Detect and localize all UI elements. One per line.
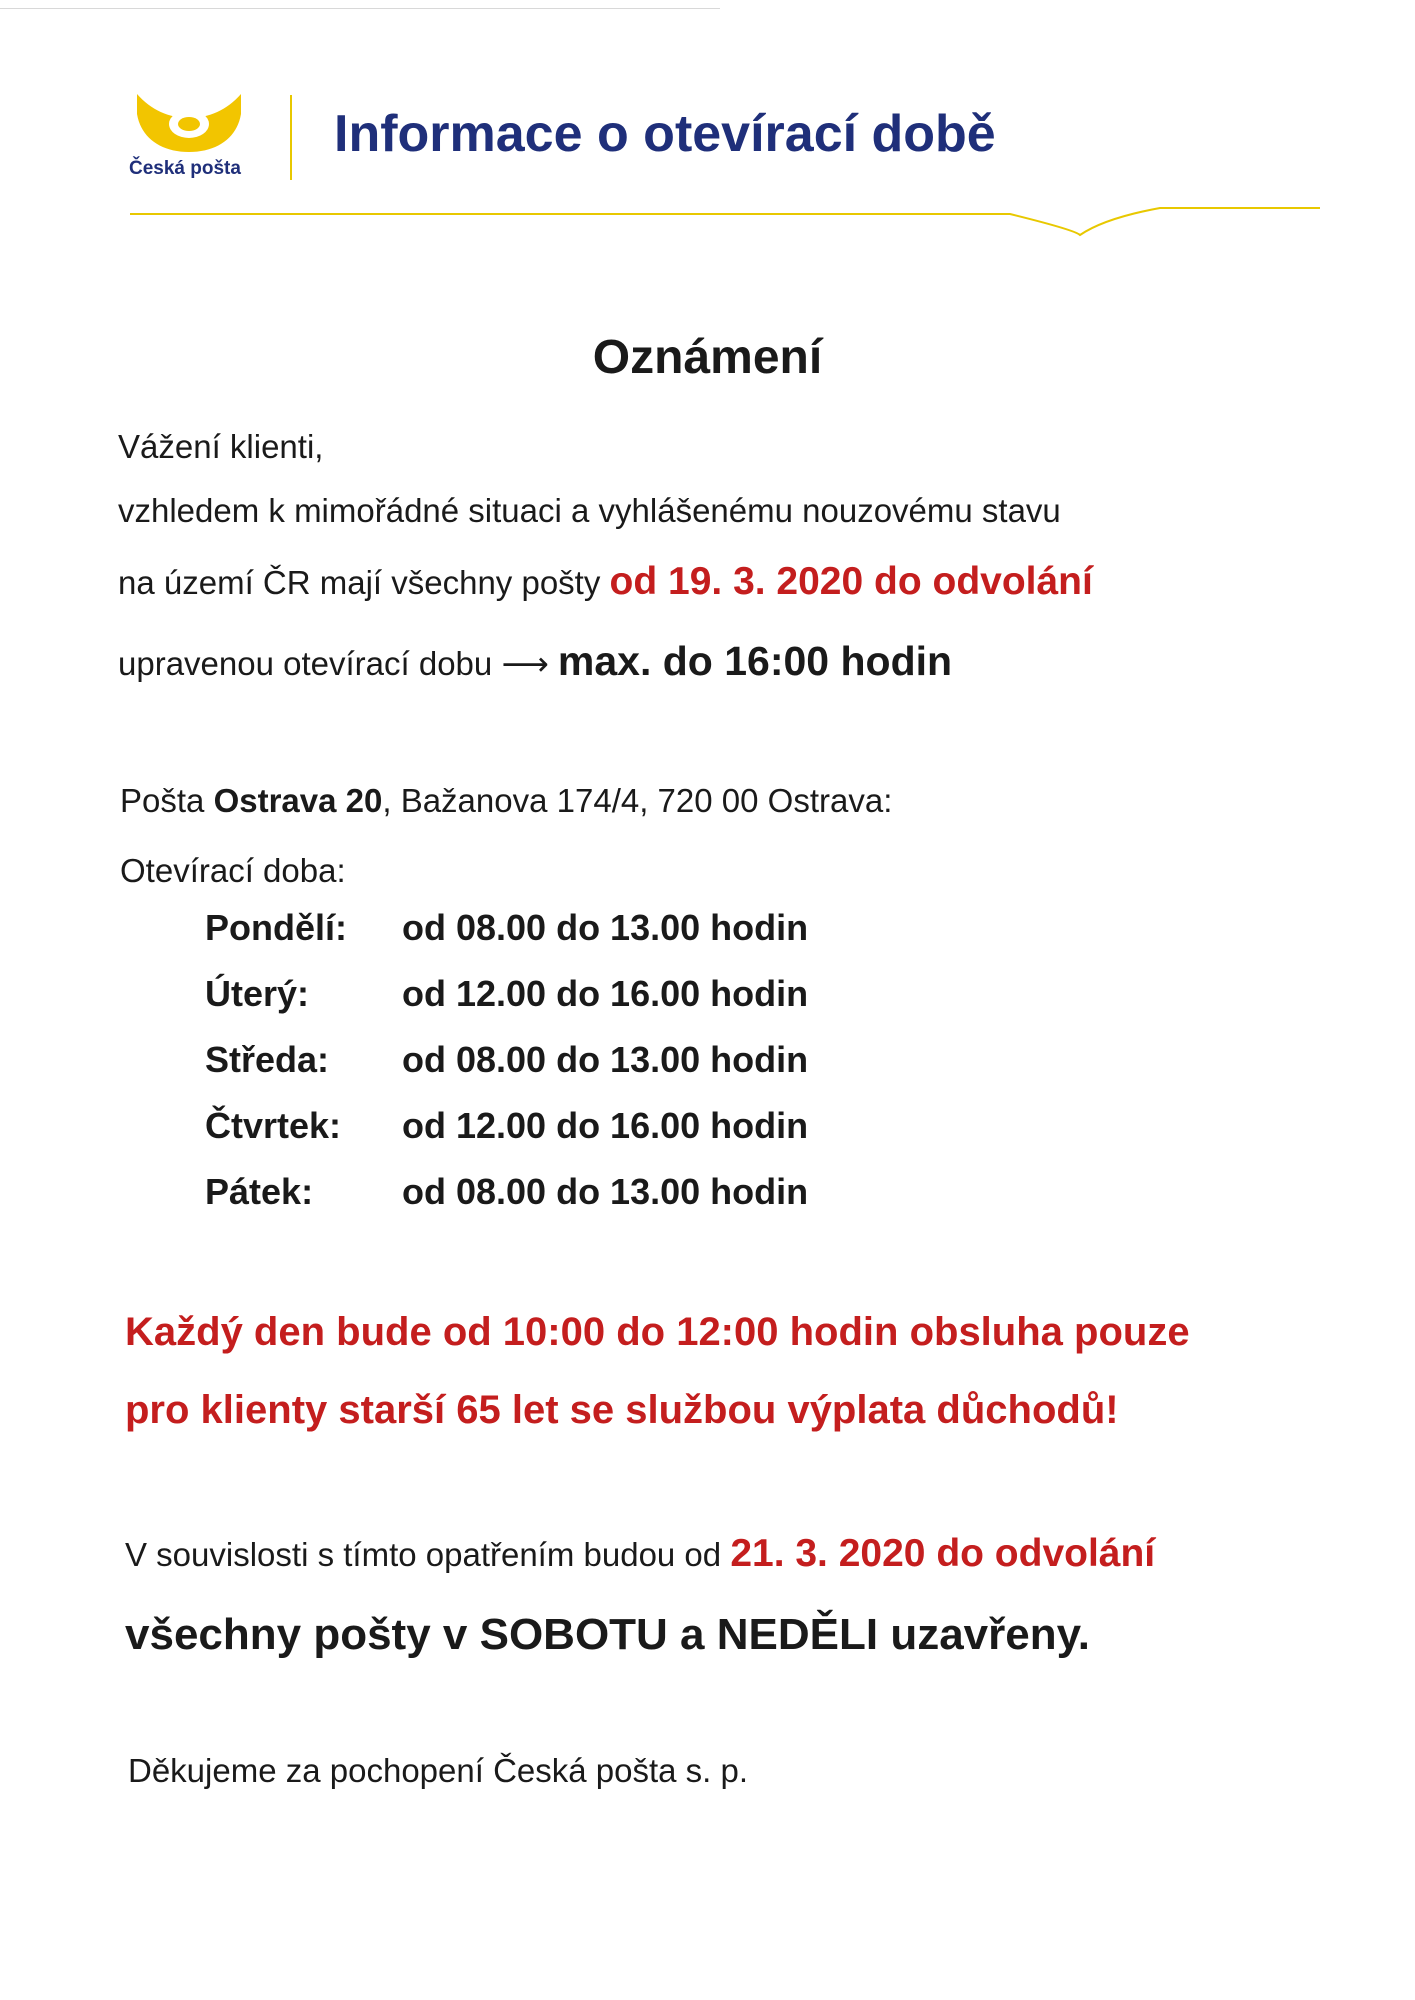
- announcement-heading: Oznámení: [592, 331, 823, 384]
- day-hours: od 08.00 do 13.00 hodin: [402, 907, 809, 948]
- day-hours: od 08.00 do 13.00 hodin: [402, 1171, 809, 1212]
- intro-line-1: vzhledem k mimořádné situaci a vyhlášenému nouzovému stavu: [118, 492, 1061, 529]
- weekend-notice-text: V souvislosti s tímto opatřením budou od: [125, 1536, 731, 1573]
- weekend-notice: [125, 1532, 1155, 1576]
- day-hours: od 12.00 do 16.00 hodin: [402, 1105, 809, 1146]
- day-label: Pondělí:: [205, 907, 347, 948]
- senior-notice-line-1: Každý den bude od 10:00 do 12:00 hodin obsluha pouze: [125, 1310, 1190, 1354]
- logo-wordmark: Česká pošta: [129, 158, 241, 179]
- office-street: , Bažanova 174/4, 720 00 Ostrava:: [382, 782, 893, 819]
- header-underline: [130, 198, 1320, 238]
- ceska-posta-logo: [125, 88, 255, 188]
- greeting: Vážení klienti,: [118, 428, 324, 465]
- day-hours: od 08.00 do 13.00 hodin: [402, 1039, 809, 1080]
- day-hours: od 12.00 do 16.00 hodin: [402, 973, 809, 1014]
- day-label: Pátek:: [205, 1171, 314, 1212]
- intro-line-2: [118, 560, 1093, 604]
- intro-line-3-text: upravenou otevírací dobu: [118, 645, 502, 682]
- intro-line-2-text: na území ČR mají všechny pošty: [118, 564, 610, 601]
- validity-date-highlight: od 19. 3. 2020 do odvolání: [609, 560, 1093, 603]
- max-hours-highlight: max. do 16:00 hodin: [557, 638, 953, 684]
- intro-line-3: [118, 638, 952, 685]
- opening-hours-label: Otevírací doba:: [120, 852, 346, 889]
- post-horn-icon: [133, 88, 245, 156]
- office-name: Ostrava 20: [213, 782, 383, 819]
- senior-notice-line-2: pro klienty starší 65 let se službou výplata důchodů!: [125, 1388, 1119, 1432]
- day-label: Středa:: [205, 1039, 330, 1080]
- office-prefix: Pošta: [120, 782, 214, 819]
- arrow-right-icon: ⟶: [501, 645, 549, 682]
- day-label: Čtvrtek:: [205, 1105, 342, 1146]
- weekend-date-highlight: 21. 3. 2020 do odvolání: [730, 1532, 1156, 1575]
- thanks-signature: Děkujeme za pochopení Česká pošta s. p.: [128, 1752, 749, 1789]
- scan-edge-line: [0, 8, 720, 9]
- office-address: [120, 782, 892, 820]
- weekend-closed-statement: všechny pošty v SOBOTU a NEDĚLI uzavřeny.: [125, 1610, 1091, 1659]
- page-title: Informace o otevírací době: [334, 105, 996, 163]
- day-label: Úterý:: [205, 973, 310, 1014]
- header-divider: [290, 95, 292, 180]
